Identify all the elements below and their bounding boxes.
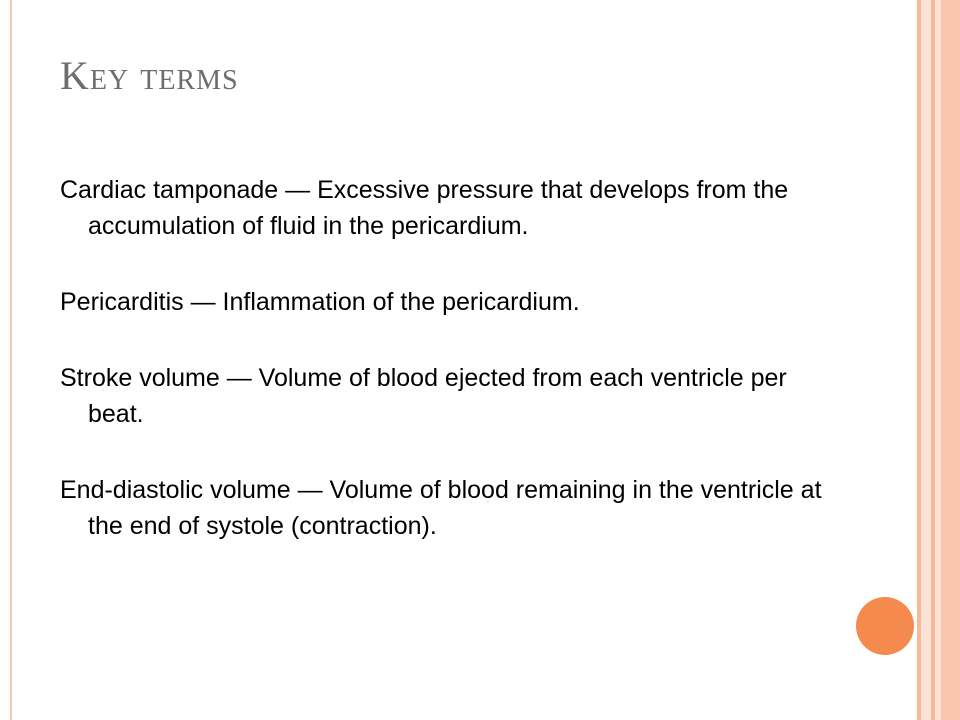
decorative-circle-icon bbox=[856, 597, 914, 655]
term-item: End-diastolic volume — Volume of blood remaining in the ventricle at the end of systole (contraction). bbox=[60, 476, 822, 540]
term-item: Cardiac tamponade — Excessive pressure that develops from the accumulation of fluid in the pericardium. bbox=[60, 176, 789, 240]
terms-list bbox=[60, 172, 840, 584]
left-border-line bbox=[10, 0, 12, 720]
term-item: Pericarditis — Inflammation of the pericardium. bbox=[60, 288, 580, 316]
right-border-stripe bbox=[921, 0, 931, 720]
term-item: Stroke volume — Volume of blood ejected from each ventricle per beat. bbox=[60, 364, 787, 428]
slide-title: Key terms bbox=[60, 53, 239, 98]
right-border-stripe bbox=[941, 0, 960, 720]
